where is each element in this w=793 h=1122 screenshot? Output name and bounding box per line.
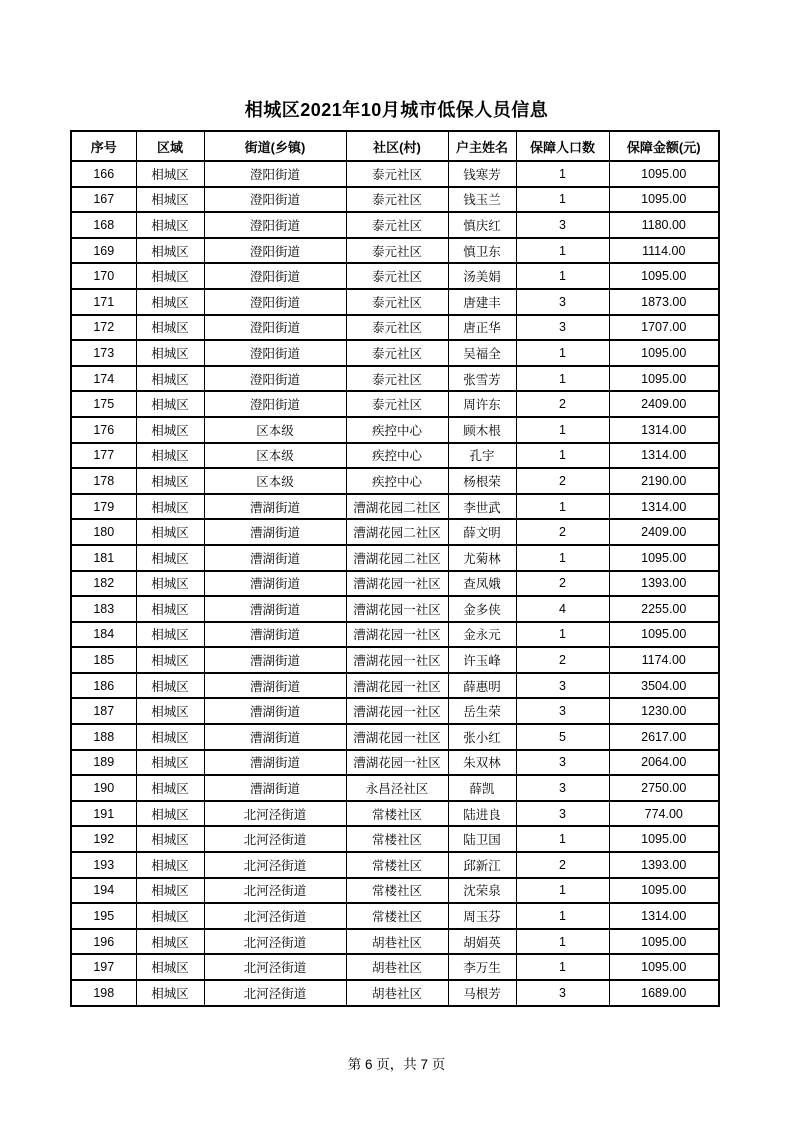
column-header-householder: 户主姓名: [448, 131, 516, 161]
table-cell: 1393.00: [609, 852, 719, 878]
table-cell: 2: [516, 571, 609, 597]
table-row: [71, 187, 719, 213]
table-cell: 马根芳: [448, 980, 516, 1006]
table-row: [71, 468, 719, 494]
table-cell: 漕湖街道: [204, 571, 346, 597]
table-cell: 2750.00: [609, 775, 719, 801]
table-cell: 朱双林: [448, 750, 516, 776]
table-cell: 区本级: [204, 443, 346, 469]
table-cell: 相城区: [136, 980, 204, 1006]
table-cell: 191: [71, 801, 136, 827]
table-header: [71, 131, 719, 161]
table-cell: 2: [516, 852, 609, 878]
table-cell: 相城区: [136, 750, 204, 776]
table-cell: 慎卫东: [448, 238, 516, 264]
table-cell: 疾控中心: [346, 417, 448, 443]
column-header-serial: 序号: [71, 131, 136, 161]
table-cell: 周玉芬: [448, 903, 516, 929]
table-cell: 漕湖街道: [204, 545, 346, 571]
table-cell: 1873.00: [609, 289, 719, 315]
table-cell: 2409.00: [609, 391, 719, 417]
table-cell: 170: [71, 263, 136, 289]
table-cell: 1314.00: [609, 494, 719, 520]
column-header-population: 保障人口数: [516, 131, 609, 161]
table-cell: 166: [71, 161, 136, 187]
table-cell: 3: [516, 673, 609, 699]
table-cell: 查凤娥: [448, 571, 516, 597]
table-cell: 泰元社区: [346, 263, 448, 289]
table-cell: 漕湖街道: [204, 673, 346, 699]
table-body: [71, 161, 719, 1006]
table-cell: 5: [516, 724, 609, 750]
page-title: 相城区2021年10月城市低保人员信息: [244, 100, 549, 120]
table-cell: 澄阳街道: [204, 340, 346, 366]
table-cell: 北河泾街道: [204, 852, 346, 878]
table-cell: 197: [71, 954, 136, 980]
table-cell: 相城区: [136, 724, 204, 750]
table-cell: 2255.00: [609, 596, 719, 622]
table-cell: 澄阳街道: [204, 187, 346, 213]
table-cell: 澄阳街道: [204, 238, 346, 264]
table-cell: 167: [71, 187, 136, 213]
column-header-street: 街道(乡镇): [204, 131, 346, 161]
table-cell: 相城区: [136, 852, 204, 878]
table-row: [71, 340, 719, 366]
table-cell: 2: [516, 647, 609, 673]
table-cell: 2: [516, 468, 609, 494]
table-cell: 174: [71, 366, 136, 392]
table-cell: 常楼社区: [346, 878, 448, 904]
table-cell: 胡娟英: [448, 929, 516, 955]
table-cell: 漕湖街道: [204, 596, 346, 622]
table-cell: 1393.00: [609, 571, 719, 597]
table-cell: 区本级: [204, 468, 346, 494]
table-row: [71, 289, 719, 315]
table-row: [71, 698, 719, 724]
table-cell: 相城区: [136, 622, 204, 648]
table-cell: 4: [516, 596, 609, 622]
table-cell: 1095.00: [609, 187, 719, 213]
table-cell: 176: [71, 417, 136, 443]
table-cell: 澄阳街道: [204, 161, 346, 187]
table-row: [71, 212, 719, 238]
table-cell: 钱玉兰: [448, 187, 516, 213]
table-cell: 1095.00: [609, 954, 719, 980]
table-cell: 顾木根: [448, 417, 516, 443]
table-cell: 1095.00: [609, 826, 719, 852]
table-cell: 泰元社区: [346, 289, 448, 315]
table-cell: 胡巷社区: [346, 980, 448, 1006]
table-cell: 1: [516, 494, 609, 520]
table-row: [71, 443, 719, 469]
table-cell: 3: [516, 212, 609, 238]
table-cell: 1: [516, 161, 609, 187]
table-cell: 尤菊林: [448, 545, 516, 571]
table-cell: 漕湖花园二社区: [346, 494, 448, 520]
table-cell: 1: [516, 903, 609, 929]
table-cell: 漕湖花园一社区: [346, 571, 448, 597]
table-cell: 北河泾街道: [204, 878, 346, 904]
table-cell: 1095.00: [609, 929, 719, 955]
table-cell: 181: [71, 545, 136, 571]
table-row: [71, 801, 719, 827]
table-cell: 1707.00: [609, 315, 719, 341]
table-cell: 774.00: [609, 801, 719, 827]
table-cell: 漕湖街道: [204, 647, 346, 673]
table-cell: 北河泾街道: [204, 801, 346, 827]
table-cell: 薛惠明: [448, 673, 516, 699]
table-cell: 1095.00: [609, 878, 719, 904]
table-cell: 180: [71, 519, 136, 545]
table-cell: 189: [71, 750, 136, 776]
table-cell: 相城区: [136, 596, 204, 622]
table-cell: 相城区: [136, 519, 204, 545]
table-cell: 相城区: [136, 212, 204, 238]
table-cell: 陆卫国: [448, 826, 516, 852]
table-cell: 泰元社区: [346, 238, 448, 264]
table-row: [71, 366, 719, 392]
table-cell: 3: [516, 315, 609, 341]
table-row: [71, 622, 719, 648]
table-cell: 相城区: [136, 417, 204, 443]
table-cell: 2064.00: [609, 750, 719, 776]
table-cell: 慎庆红: [448, 212, 516, 238]
table-cell: 相城区: [136, 315, 204, 341]
table-row: [71, 417, 719, 443]
table-cell: 194: [71, 878, 136, 904]
table-row: [71, 571, 719, 597]
table-cell: 184: [71, 622, 136, 648]
table-cell: 永昌泾社区: [346, 775, 448, 801]
table-row: [71, 596, 719, 622]
table-cell: 相城区: [136, 903, 204, 929]
table-cell: 漕湖花园一社区: [346, 750, 448, 776]
table-cell: 邱新江: [448, 852, 516, 878]
table-cell: 相城区: [136, 775, 204, 801]
table-cell: 1: [516, 340, 609, 366]
table-row: [71, 878, 719, 904]
table-cell: 北河泾街道: [204, 929, 346, 955]
table-cell: 1095.00: [609, 545, 719, 571]
table-cell: 相城区: [136, 391, 204, 417]
table-row: [71, 238, 719, 264]
table-cell: 1174.00: [609, 647, 719, 673]
table-row: [71, 545, 719, 571]
table-cell: 195: [71, 903, 136, 929]
table-cell: 薛凯: [448, 775, 516, 801]
table-row: [71, 852, 719, 878]
table-cell: 相城区: [136, 571, 204, 597]
table-cell: 漕湖街道: [204, 519, 346, 545]
table-cell: 2617.00: [609, 724, 719, 750]
table-cell: 188: [71, 724, 136, 750]
table-cell: 北河泾街道: [204, 980, 346, 1006]
table-cell: 常楼社区: [346, 903, 448, 929]
table-cell: 相城区: [136, 494, 204, 520]
table-cell: 胡巷社区: [346, 954, 448, 980]
table-cell: 1314.00: [609, 903, 719, 929]
table-cell: 1689.00: [609, 980, 719, 1006]
table-cell: 1: [516, 622, 609, 648]
table-cell: 疾控中心: [346, 468, 448, 494]
table-cell: 相城区: [136, 468, 204, 494]
table-cell: 唐正华: [448, 315, 516, 341]
table-cell: 陆进良: [448, 801, 516, 827]
table-cell: 岳生荣: [448, 698, 516, 724]
table-cell: 相城区: [136, 289, 204, 315]
table-cell: 2409.00: [609, 519, 719, 545]
table-row: [71, 929, 719, 955]
table-cell: 漕湖街道: [204, 775, 346, 801]
table-cell: 漕湖花园一社区: [346, 673, 448, 699]
table-cell: 漕湖花园一社区: [346, 596, 448, 622]
table-cell: 相城区: [136, 545, 204, 571]
table-cell: 172: [71, 315, 136, 341]
table-cell: 澄阳街道: [204, 315, 346, 341]
table-cell: 相城区: [136, 340, 204, 366]
table-cell: 沈荣泉: [448, 878, 516, 904]
table-cell: 1095.00: [609, 263, 719, 289]
table-cell: 疾控中心: [346, 443, 448, 469]
table-cell: 相城区: [136, 954, 204, 980]
table-cell: 相城区: [136, 698, 204, 724]
table-cell: 泰元社区: [346, 315, 448, 341]
table-cell: 193: [71, 852, 136, 878]
table-cell: 196: [71, 929, 136, 955]
table-cell: 漕湖花园一社区: [346, 698, 448, 724]
table-row: [71, 826, 719, 852]
table-cell: 相城区: [136, 443, 204, 469]
table-cell: 相城区: [136, 366, 204, 392]
table-cell: 李世武: [448, 494, 516, 520]
table-cell: 泰元社区: [346, 366, 448, 392]
table-cell: 薛文明: [448, 519, 516, 545]
table-cell: 179: [71, 494, 136, 520]
table-cell: 1180.00: [609, 212, 719, 238]
table-cell: 漕湖街道: [204, 494, 346, 520]
table-header-row: [71, 131, 719, 161]
column-header-area: 区域: [136, 131, 204, 161]
table-cell: 杨根荣: [448, 468, 516, 494]
table-cell: 金永元: [448, 622, 516, 648]
table-row: [71, 903, 719, 929]
table-cell: 李万生: [448, 954, 516, 980]
table-cell: 1: [516, 187, 609, 213]
table-cell: 1: [516, 238, 609, 264]
table-cell: 177: [71, 443, 136, 469]
page-number-footer: 第 6 页，共 7 页: [347, 1057, 446, 1072]
table-cell: 常楼社区: [346, 801, 448, 827]
table-cell: 澄阳街道: [204, 263, 346, 289]
table-cell: 胡巷社区: [346, 929, 448, 955]
table-cell: 1095.00: [609, 366, 719, 392]
table-cell: 1114.00: [609, 238, 719, 264]
table-cell: 168: [71, 212, 136, 238]
table-cell: 相城区: [136, 238, 204, 264]
table-cell: 2190.00: [609, 468, 719, 494]
table-cell: 1: [516, 263, 609, 289]
table-cell: 相城区: [136, 161, 204, 187]
table-row: [71, 494, 719, 520]
benefits-table: [70, 130, 720, 1007]
table-cell: 吴福全: [448, 340, 516, 366]
table-cell: 1314.00: [609, 443, 719, 469]
table-cell: 171: [71, 289, 136, 315]
table-cell: 相城区: [136, 878, 204, 904]
table-cell: 1314.00: [609, 417, 719, 443]
column-header-amount: 保障金额(元): [609, 131, 719, 161]
table-cell: 漕湖花园一社区: [346, 622, 448, 648]
table-cell: 192: [71, 826, 136, 852]
table-cell: 1: [516, 366, 609, 392]
table-cell: 区本级: [204, 417, 346, 443]
table-cell: 澄阳街道: [204, 366, 346, 392]
table-cell: 185: [71, 647, 136, 673]
table-cell: 1: [516, 878, 609, 904]
table-cell: 182: [71, 571, 136, 597]
table-cell: 北河泾街道: [204, 826, 346, 852]
table-row: [71, 263, 719, 289]
table-row: [71, 519, 719, 545]
table-cell: 澄阳街道: [204, 212, 346, 238]
table-cell: 1: [516, 417, 609, 443]
table-row: [71, 315, 719, 341]
table-cell: 169: [71, 238, 136, 264]
table-cell: 1: [516, 954, 609, 980]
table-cell: 泰元社区: [346, 212, 448, 238]
table-cell: 钱寒芳: [448, 161, 516, 187]
table-cell: 3: [516, 775, 609, 801]
table-cell: 190: [71, 775, 136, 801]
table-row: [71, 161, 719, 187]
table-cell: 漕湖街道: [204, 622, 346, 648]
table-row: [71, 775, 719, 801]
table-row: [71, 724, 719, 750]
table-cell: 相城区: [136, 187, 204, 213]
table-row: [71, 647, 719, 673]
table-cell: 相城区: [136, 673, 204, 699]
table-cell: 178: [71, 468, 136, 494]
table-cell: 1230.00: [609, 698, 719, 724]
table-cell: 1095.00: [609, 622, 719, 648]
table-cell: 相城区: [136, 263, 204, 289]
table-cell: 泰元社区: [346, 161, 448, 187]
table-cell: 泰元社区: [346, 187, 448, 213]
table-cell: 澄阳街道: [204, 391, 346, 417]
table-cell: 相城区: [136, 826, 204, 852]
table-cell: 3: [516, 980, 609, 1006]
table-cell: 1: [516, 826, 609, 852]
table-cell: 张小红: [448, 724, 516, 750]
table-cell: 198: [71, 980, 136, 1006]
table-cell: 泰元社区: [346, 391, 448, 417]
table-cell: 2: [516, 519, 609, 545]
table-cell: 张雪芳: [448, 366, 516, 392]
table-cell: 常楼社区: [346, 852, 448, 878]
table-cell: 孔宇: [448, 443, 516, 469]
table-cell: 北河泾街道: [204, 954, 346, 980]
table-cell: 183: [71, 596, 136, 622]
table-cell: 许玉峰: [448, 647, 516, 673]
table-row: [71, 391, 719, 417]
table-row: [71, 673, 719, 699]
table-cell: 漕湖街道: [204, 698, 346, 724]
table-cell: 3: [516, 801, 609, 827]
table-cell: 3: [516, 289, 609, 315]
table-cell: 唐建丰: [448, 289, 516, 315]
table-cell: 3: [516, 750, 609, 776]
table-cell: 173: [71, 340, 136, 366]
table-cell: 漕湖街道: [204, 750, 346, 776]
table-cell: 漕湖花园二社区: [346, 519, 448, 545]
table-row: [71, 954, 719, 980]
table-cell: 周许东: [448, 391, 516, 417]
table-cell: 1: [516, 929, 609, 955]
table-cell: 1: [516, 443, 609, 469]
table-row: [71, 750, 719, 776]
table-cell: 漕湖花园二社区: [346, 545, 448, 571]
table-cell: 汤美娟: [448, 263, 516, 289]
table-row: [71, 980, 719, 1006]
table-cell: 北河泾街道: [204, 903, 346, 929]
table-cell: 金多侠: [448, 596, 516, 622]
table-cell: 186: [71, 673, 136, 699]
table-cell: 漕湖花园一社区: [346, 647, 448, 673]
table-cell: 1095.00: [609, 340, 719, 366]
table-cell: 漕湖街道: [204, 724, 346, 750]
table-cell: 澄阳街道: [204, 289, 346, 315]
table-cell: 相城区: [136, 801, 204, 827]
table-cell: 相城区: [136, 647, 204, 673]
table-cell: 相城区: [136, 929, 204, 955]
table-cell: 175: [71, 391, 136, 417]
table-cell: 2: [516, 391, 609, 417]
table-cell: 1095.00: [609, 161, 719, 187]
table-cell: 泰元社区: [346, 340, 448, 366]
table-cell: 3504.00: [609, 673, 719, 699]
table-cell: 漕湖花园一社区: [346, 724, 448, 750]
table-cell: 常楼社区: [346, 826, 448, 852]
table-cell: 1: [516, 545, 609, 571]
column-header-community: 社区(村): [346, 131, 448, 161]
table-cell: 187: [71, 698, 136, 724]
table-cell: 3: [516, 698, 609, 724]
